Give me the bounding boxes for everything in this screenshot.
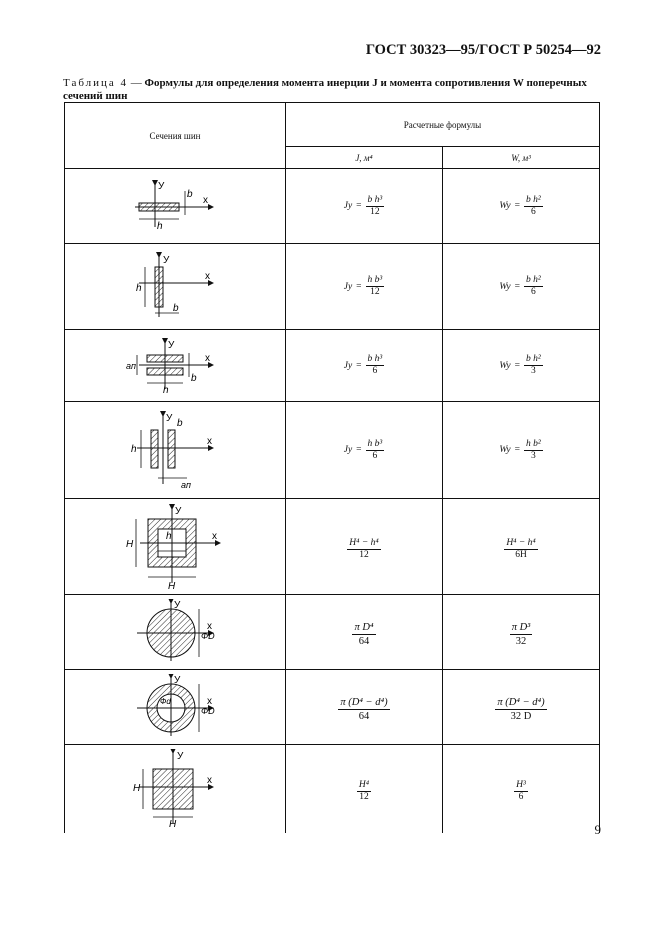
formula-J: Jy = $\frac{\text{b h³}}{12}$	[286, 169, 443, 244]
svg-text:b: b	[187, 189, 193, 200]
svg-text:ФD: ФD	[201, 631, 215, 641]
svg-text:b: b	[173, 302, 179, 314]
section-diagram	[65, 595, 286, 670]
svg-text:b: b	[191, 372, 197, 384]
formula-J: $\frac{\text{π (D⁴ − d⁴)}}{64}$	[286, 670, 443, 745]
formula-J: Jy = $\frac{\text{b h³}}{6}$	[286, 330, 443, 402]
svg-text:b: b	[177, 418, 183, 429]
svg-text:h: h	[136, 282, 142, 294]
solid-square-diagram	[125, 749, 225, 829]
table-caption	[63, 77, 601, 102]
svg-text:h: h	[166, 530, 172, 542]
table-row	[65, 745, 600, 833]
formula-W: $\frac{\text{π (D⁴ − d⁴)}}{32 D}$	[443, 670, 600, 745]
solid-circle-diagram	[125, 599, 225, 665]
formula-J: Jy = $\frac{\text{h b³}}{12}$	[286, 244, 443, 330]
svg-text:х: х	[205, 352, 210, 364]
svg-text:х: х	[205, 270, 210, 282]
header-J: J, м⁴	[286, 147, 443, 169]
svg-text:У: У	[174, 675, 181, 686]
svg-text:h: h	[157, 221, 163, 232]
table-row	[65, 244, 600, 330]
formula-W: $\frac{\text{H⁴ − h⁴}}{6H}$	[443, 499, 600, 595]
formula-W: $\frac{\text{π D³}}{32}$	[443, 595, 600, 670]
header-sections: Сечения шин	[65, 103, 286, 169]
svg-text:У: У	[166, 413, 173, 424]
svg-text:H: H	[169, 818, 177, 829]
svg-text:х: х	[207, 774, 212, 786]
table-row	[65, 499, 600, 595]
formula-W: $\frac{\text{H³}}{6}$	[443, 745, 600, 833]
table-row	[65, 595, 600, 670]
double-horizontal-bar-diagram	[125, 335, 225, 397]
section-diagram	[65, 402, 286, 499]
formula-J: $\frac{\text{π D⁴}}{64}$	[286, 595, 443, 670]
hollow-circle-diagram	[125, 674, 225, 740]
header-formulas: Расчетные формулы	[286, 103, 600, 147]
formula-J: $\frac{\text{H⁴ − h⁴}}{12}$	[286, 499, 443, 595]
svg-text:У: У	[177, 750, 184, 762]
svg-text:У: У	[163, 254, 170, 266]
table-row	[65, 330, 600, 402]
horizontal-bar-diagram	[125, 175, 225, 237]
double-vertical-bar-diagram	[125, 408, 225, 492]
formula-W: Wy = $\frac{\text{b h²}}{6}$	[443, 244, 600, 330]
formula-W: Wy = $\frac{\text{h b²}}{3}$	[443, 402, 600, 499]
svg-text:У: У	[174, 600, 181, 611]
formula-J: Jy = $\frac{\text{h b³}}{6}$	[286, 402, 443, 499]
svg-text:У: У	[158, 181, 165, 192]
svg-text:h: h	[131, 444, 137, 455]
section-diagram	[65, 745, 286, 833]
svg-text:aп: aп	[126, 360, 136, 371]
header-W: W, м³	[443, 147, 600, 169]
svg-text:х: х	[212, 530, 217, 542]
svg-text:H: H	[133, 782, 141, 794]
vertical-bar-diagram	[125, 251, 225, 323]
page-number: 9	[594, 822, 601, 837]
caption-dash: —	[128, 77, 145, 89]
table-row	[65, 402, 600, 499]
svg-text:У: У	[168, 339, 175, 351]
section-diagram	[65, 499, 286, 595]
document-code: ГОСТ 30323—95/ГОСТ Р 50254—92	[365, 42, 601, 58]
section-diagram	[65, 670, 286, 745]
svg-text:aп: aп	[181, 480, 191, 490]
table-row	[65, 169, 600, 244]
svg-text:х: х	[207, 436, 212, 447]
formula-J: $\frac{\text{H⁴}}{12}$	[286, 745, 443, 833]
formulas-table	[64, 102, 600, 833]
svg-text:h: h	[163, 384, 169, 396]
table-title: Формулы для определения момента инерции J и момента сопротивления W поперечных сечений шин	[63, 77, 587, 102]
svg-text:х: х	[207, 621, 212, 632]
formula-W: Wy = $\frac{\text{b h²}}{3}$	[443, 330, 600, 402]
svg-text:H: H	[126, 538, 134, 550]
svg-text:У: У	[175, 505, 182, 517]
section-diagram	[65, 244, 286, 330]
svg-text:H: H	[168, 580, 176, 591]
section-diagram	[65, 330, 286, 402]
formula-W: Wy = $\frac{\text{b h²}}{6}$	[443, 169, 600, 244]
svg-text:Фd: Фd	[160, 697, 171, 706]
section-diagram	[65, 169, 286, 244]
table-label: Таблица 4	[63, 77, 129, 89]
svg-text:х: х	[207, 696, 212, 707]
svg-text:ФD: ФD	[201, 706, 215, 716]
hollow-square-diagram	[120, 503, 230, 591]
svg-text:х: х	[203, 195, 208, 206]
table-row	[65, 670, 600, 745]
